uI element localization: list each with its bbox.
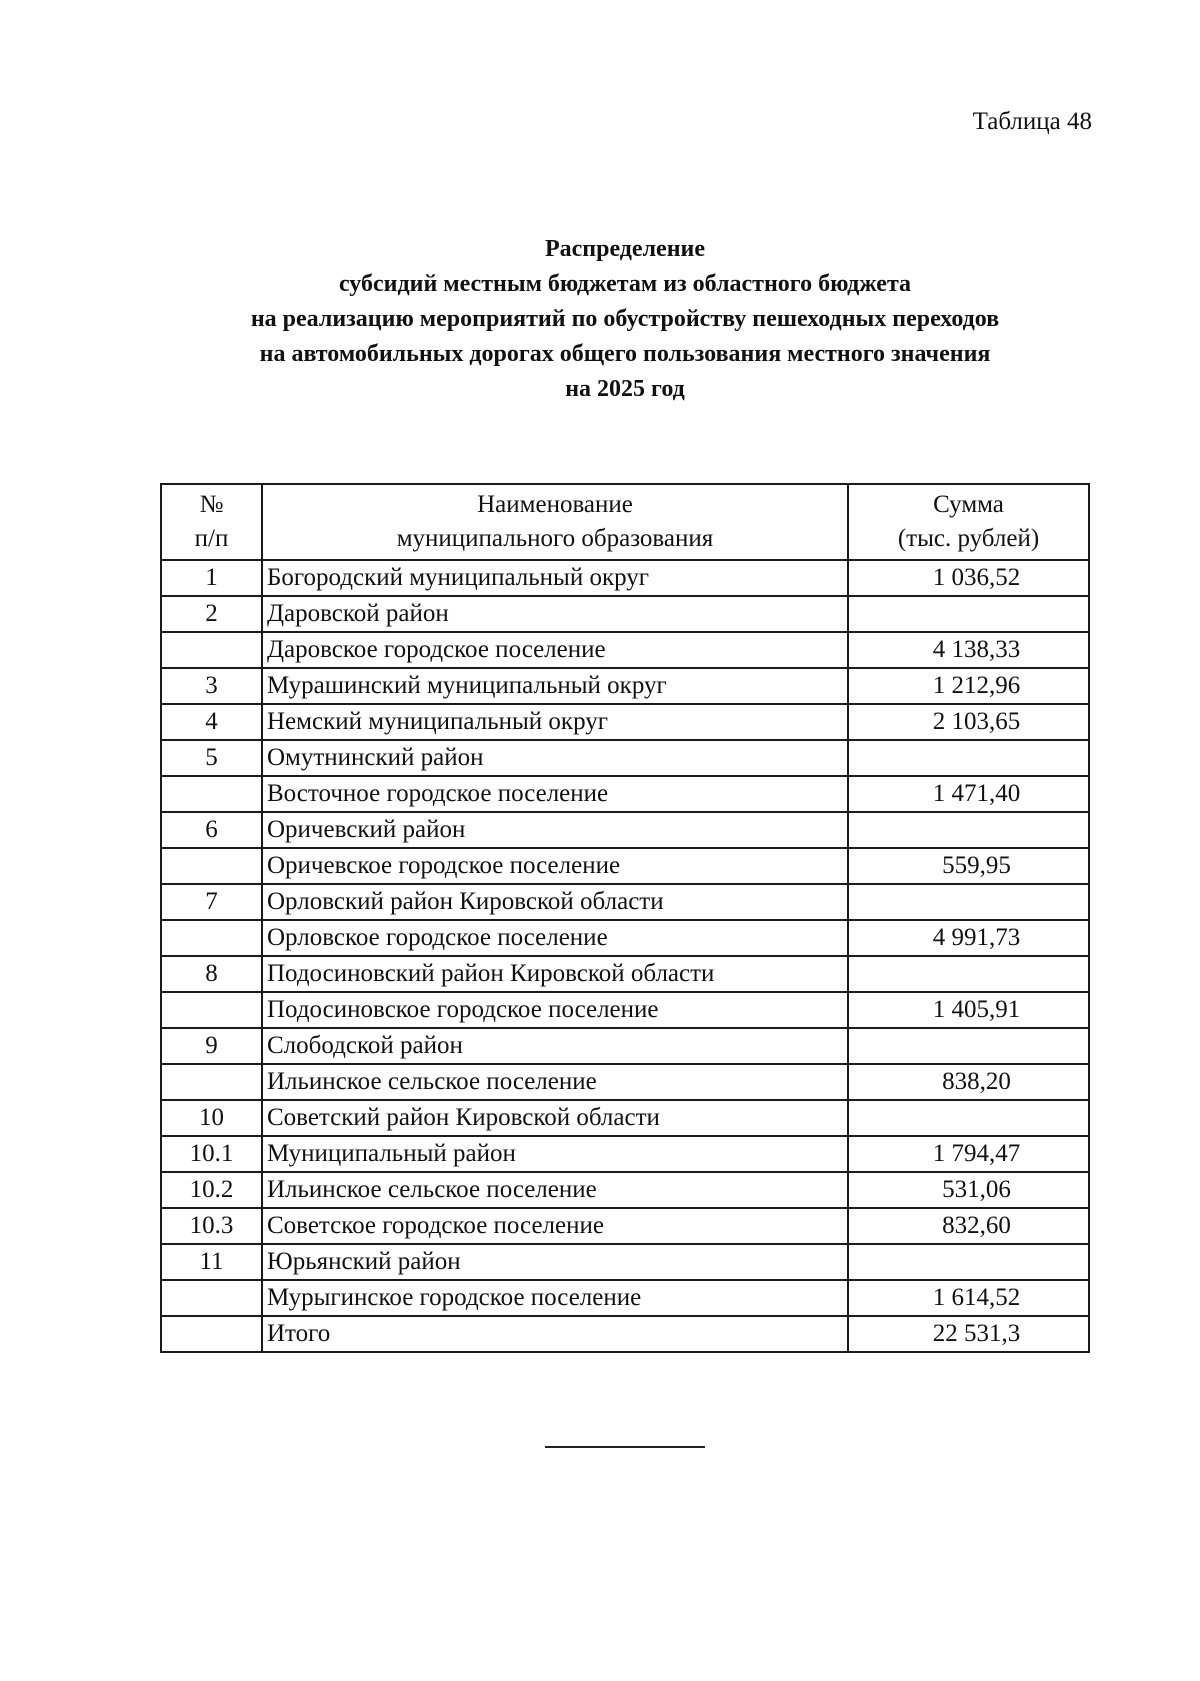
row-sum: 1 405,91: [848, 992, 1089, 1028]
row-municipality: Ильинское сельское поселение: [262, 1172, 848, 1208]
row-number: 7: [161, 884, 262, 920]
row-municipality: Муниципальный район: [262, 1136, 848, 1172]
row-municipality: Юрьянский район: [262, 1244, 848, 1280]
table-row: [161, 596, 1089, 632]
header-number-line-1: №: [199, 491, 224, 518]
row-sum: 531,06: [848, 1172, 1089, 1208]
row-municipality: Орловское городское поселение: [262, 920, 848, 956]
total-row-number: [161, 1316, 262, 1352]
table-row: [161, 956, 1089, 992]
table-row: [161, 1136, 1089, 1172]
header-number: [161, 484, 262, 560]
table-row: [161, 1028, 1089, 1064]
row-number: 10: [161, 1100, 262, 1136]
table-row: [161, 1208, 1089, 1244]
closing-divider-line: [545, 1446, 705, 1448]
header-sum: [848, 484, 1089, 560]
row-municipality: Оричевское городское поселение: [262, 848, 848, 884]
row-sum: [848, 956, 1089, 992]
table-row: [161, 704, 1089, 740]
header-sum-line-2: (тыс. рублей): [897, 525, 1040, 552]
total-label: Итого: [262, 1316, 848, 1352]
row-number: 10.3: [161, 1208, 262, 1244]
row-number: 8: [161, 956, 262, 992]
header-number-line-2: п/п: [194, 525, 229, 552]
row-sum: 838,20: [848, 1064, 1089, 1100]
table-row: [161, 560, 1089, 596]
row-municipality: Богородский муниципальный округ: [262, 560, 848, 596]
title-line-5: на 2025 год: [565, 376, 685, 402]
table-row: [161, 1064, 1089, 1100]
header-municipality: [262, 484, 848, 560]
row-number: [161, 776, 262, 812]
row-number: 4: [161, 704, 262, 740]
row-number: [161, 992, 262, 1028]
row-number: 9: [161, 1028, 262, 1064]
row-sum: [848, 740, 1089, 776]
table-row: [161, 776, 1089, 812]
row-sum: 559,95: [848, 848, 1089, 884]
row-number: 1: [161, 560, 262, 596]
row-sum: 2 103,65: [848, 704, 1089, 740]
table-row: [161, 1280, 1089, 1316]
total-sum: 22 531,3: [848, 1316, 1089, 1352]
row-municipality: Мурашинский муниципальный округ: [262, 668, 848, 704]
title-line-2: субсидий местным бюджетам из областного бюджета: [338, 271, 912, 297]
row-municipality: Слободской район: [262, 1028, 848, 1064]
row-sum: 1 036,52: [848, 560, 1089, 596]
header-municipality-line-2: муниципального образования: [396, 525, 714, 552]
title-line-3: на реализацию мероприятий по обустройству пешеходных переходов: [250, 306, 1000, 332]
header-municipality-line-1: Наименование: [477, 491, 633, 518]
row-number: 3: [161, 668, 262, 704]
row-number: 10.1: [161, 1136, 262, 1172]
title-line-1: Распределение: [544, 236, 706, 262]
row-number: [161, 920, 262, 956]
total-row: [161, 1316, 1089, 1352]
table-row: [161, 920, 1089, 956]
row-number: [161, 1280, 262, 1316]
row-municipality: Орловский район Кировской области: [262, 884, 848, 920]
table-row: [161, 848, 1089, 884]
row-municipality: Даровской район: [262, 596, 848, 632]
row-sum: 1 614,52: [848, 1280, 1089, 1316]
table-row: [161, 812, 1089, 848]
row-number: 5: [161, 740, 262, 776]
row-municipality: Восточное городское поселение: [262, 776, 848, 812]
row-number: [161, 1064, 262, 1100]
table-row: [161, 992, 1089, 1028]
row-municipality: Оричевский район: [262, 812, 848, 848]
row-municipality: Даровское городское поселение: [262, 632, 848, 668]
row-sum: [848, 1244, 1089, 1280]
row-municipality: Подосиновский район Кировской области: [262, 956, 848, 992]
row-sum: 1 794,47: [848, 1136, 1089, 1172]
table-row: [161, 1172, 1089, 1208]
row-number: [161, 632, 262, 668]
row-municipality: Немский муниципальный округ: [262, 704, 848, 740]
row-sum: [848, 884, 1089, 920]
table-row: [161, 668, 1089, 704]
row-number: 10.2: [161, 1172, 262, 1208]
row-sum: [848, 596, 1089, 632]
table-row: [161, 740, 1089, 776]
row-municipality: Советское городское поселение: [262, 1208, 848, 1244]
document-title: [0, 232, 1200, 407]
row-sum: 1 471,40: [848, 776, 1089, 812]
row-sum: 832,60: [848, 1208, 1089, 1244]
table-row: [161, 1100, 1089, 1136]
row-sum: 4 138,33: [848, 632, 1089, 668]
table-number-label: Таблица 48: [972, 108, 1092, 135]
row-sum: [848, 1100, 1089, 1136]
row-sum: [848, 1028, 1089, 1064]
header-sum-line-1: Сумма: [933, 491, 1004, 518]
row-sum: 1 212,96: [848, 668, 1089, 704]
row-municipality: Советский район Кировской области: [262, 1100, 848, 1136]
row-municipality: Ильинское сельское поселение: [262, 1064, 848, 1100]
table-row: [161, 632, 1089, 668]
row-number: 2: [161, 596, 262, 632]
table-header-row: [161, 484, 1089, 560]
table-row: [161, 884, 1089, 920]
row-sum: [848, 812, 1089, 848]
subsidy-distribution-table: [160, 483, 1090, 1353]
row-municipality: Подосиновское городское поселение: [262, 992, 848, 1028]
title-line-4: на автомобильных дорогах общего пользования местного значения: [259, 341, 991, 367]
row-number: 6: [161, 812, 262, 848]
row-municipality: Мурыгинское городское поселение: [262, 1280, 848, 1316]
table-row: [161, 1244, 1089, 1280]
row-municipality: Омутнинский район: [262, 740, 848, 776]
row-sum: 4 991,73: [848, 920, 1089, 956]
row-number: 11: [161, 1244, 262, 1280]
row-number: [161, 848, 262, 884]
